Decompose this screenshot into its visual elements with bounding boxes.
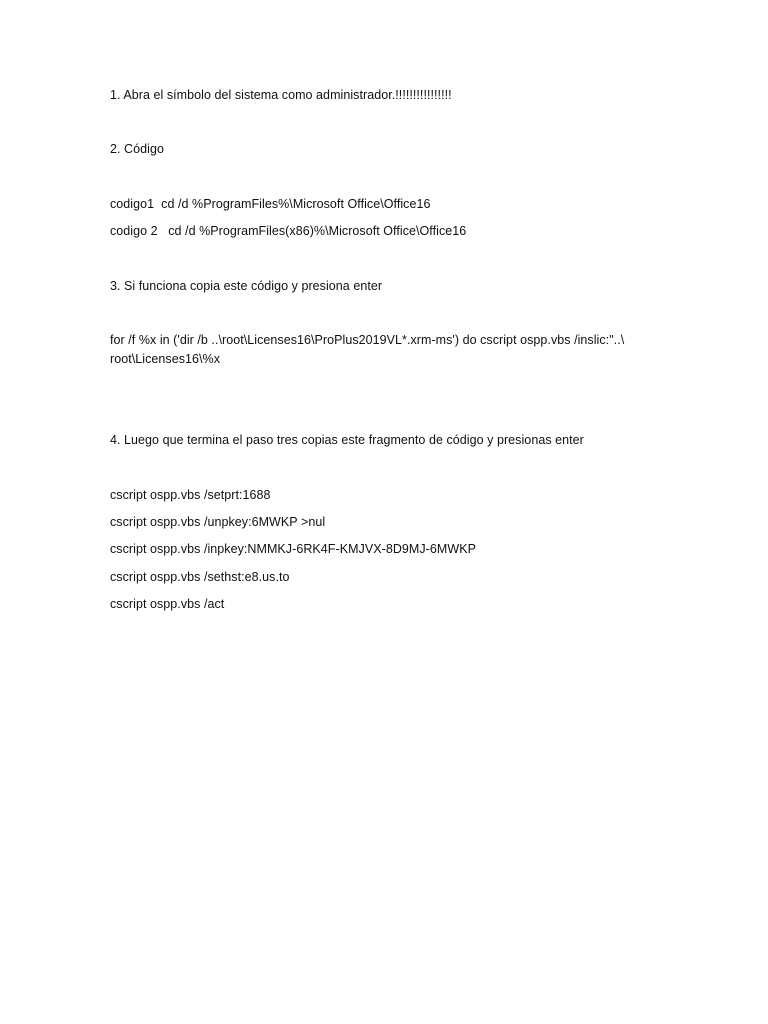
- code-line-2: codigo 2 cd /d %ProgramFiles(x86)%\Microsoft Office\Office16: [110, 224, 467, 238]
- step-3-text: 3. Si funciona copia este código y presiona enter: [110, 279, 383, 293]
- for-command-line-1: for /f %x in ('dir /b ..\root\Licenses16\ProPlus2019VL*.xrm-ms') do cscript ospp.vbs /inslic:"..\: [110, 333, 625, 347]
- step-1-text: 1. Abra el símbolo del sistema como administrador.!!!!!!!!!!!!!!!!: [110, 88, 452, 102]
- step-4-text: 4. Luego que termina el paso tres copias este fragmento de código y presionas enter: [110, 433, 584, 447]
- command-sethst: cscript ospp.vbs /sethst:e8.us.to: [110, 570, 290, 584]
- command-inpkey: cscript ospp.vbs /inpkey:NMMKJ-6RK4F-KMJVX-8D9MJ-6MWKP: [110, 542, 476, 556]
- command-act: cscript ospp.vbs /act: [110, 597, 225, 611]
- command-unpkey: cscript ospp.vbs /unpkey:6MWKP >nul: [110, 515, 326, 529]
- step-2-heading: 2. Código: [110, 142, 164, 156]
- command-setprt: cscript ospp.vbs /setprt:1688: [110, 488, 271, 502]
- for-command-line-2: root\Licenses16\%x: [110, 352, 220, 366]
- code-line-1: codigo1 cd /d %ProgramFiles%\Microsoft Office\Office16: [110, 197, 431, 211]
